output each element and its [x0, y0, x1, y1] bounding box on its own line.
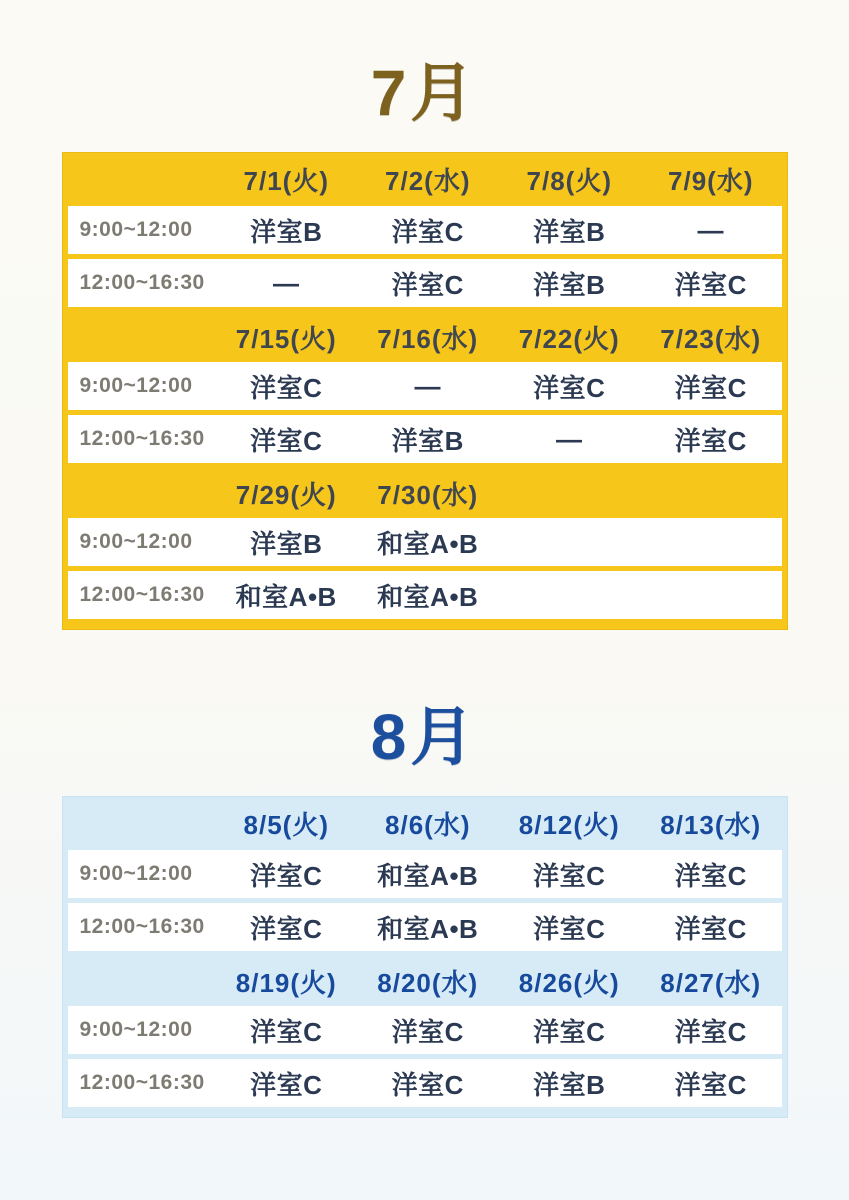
room-cell: 洋室C: [391, 1069, 464, 1100]
date-cell: 8/6(水): [385, 809, 471, 840]
schedule-row-morning: [68, 850, 782, 898]
room-cell: 和室A•B: [377, 528, 479, 559]
room-cell: 和室A•B: [377, 581, 479, 612]
time-slot-label: 12:00~16:30: [79, 1071, 205, 1094]
schedule-row-afternoon: [68, 903, 782, 951]
room-cell: 和室A•B: [377, 913, 479, 944]
month-title-july: 7月: [370, 57, 479, 129]
schedule-row-afternoon: [68, 1059, 782, 1107]
date-cell: 7/30(水): [377, 479, 479, 510]
room-cell: 洋室B: [533, 269, 606, 300]
date-header-row: [62, 312, 788, 362]
date-header-row: [62, 796, 788, 850]
date-cell: 7/16(水): [377, 323, 479, 354]
schedule-row-morning: [68, 362, 782, 410]
room-cell: 洋室C: [250, 1069, 323, 1100]
room-cell: 洋室C: [250, 913, 323, 944]
date-cell: 7/9(水): [668, 165, 754, 196]
date-cell: 7/1(火): [243, 165, 329, 196]
room-cell: 洋室B: [533, 216, 606, 247]
room-cell: 洋室C: [674, 913, 747, 944]
time-slot-label: 12:00~16:30: [79, 271, 205, 294]
date-cell: 8/26(火): [518, 967, 620, 998]
date-header-row: [62, 468, 788, 518]
room-cell: 和室A•B: [377, 860, 479, 891]
schedule-row-morning: [68, 518, 782, 566]
date-cell: 7/2(水): [385, 165, 471, 196]
schedule-row-morning: [68, 206, 782, 254]
room-cell: 洋室C: [674, 1069, 747, 1100]
room-cell: 洋室C: [391, 269, 464, 300]
time-slot-label: 12:00~16:30: [79, 583, 205, 606]
date-cell: 7/23(水): [660, 323, 762, 354]
room-cell: 洋室C: [533, 913, 606, 944]
date-cell: 8/13(水): [660, 809, 762, 840]
time-slot-label: 9:00~12:00: [79, 530, 193, 553]
room-cell: 洋室C: [674, 425, 747, 456]
room-cell: 洋室C: [533, 372, 606, 403]
date-cell: 7/29(火): [235, 479, 337, 510]
schedule-row-afternoon: [68, 259, 782, 307]
july-section-1: [62, 152, 788, 307]
date-cell: 8/20(水): [377, 967, 479, 998]
schedule-row-afternoon: [68, 415, 782, 463]
time-slot-label: 12:00~16:30: [79, 915, 205, 938]
date-cell: 8/27(水): [660, 967, 762, 998]
schedule-table-august: [62, 796, 788, 1118]
date-cell: 8/5(火): [243, 809, 329, 840]
room-cell: —: [273, 267, 300, 298]
july-section-3: [62, 468, 788, 619]
room-cell: 洋室C: [391, 1016, 464, 1047]
room-cell: —: [414, 370, 441, 401]
room-cell: 和室A•B: [235, 581, 337, 612]
room-cell: 洋室C: [250, 425, 323, 456]
room-cell: —: [556, 423, 583, 454]
date-cell: 7/15(火): [235, 323, 337, 354]
date-cell: 7/8(火): [526, 165, 612, 196]
schedule-table-july: [62, 152, 788, 630]
room-cell: 洋室B: [533, 1069, 606, 1100]
room-cell: 洋室C: [250, 860, 323, 891]
schedule-row-afternoon: [68, 571, 782, 619]
room-cell: 洋室B: [250, 528, 323, 559]
date-cell: 8/19(火): [235, 967, 337, 998]
room-cell: 洋室C: [674, 269, 747, 300]
schedule-row-morning: [68, 1006, 782, 1054]
room-cell: 洋室C: [674, 372, 747, 403]
month-title-august: 8月: [370, 701, 479, 773]
room-cell: 洋室C: [391, 216, 464, 247]
room-cell: 洋室C: [250, 372, 323, 403]
august-section-1: [62, 796, 788, 951]
time-slot-label: 9:00~12:00: [79, 218, 193, 241]
room-cell: 洋室C: [674, 860, 747, 891]
room-cell: —: [697, 214, 724, 245]
time-slot-label: 9:00~12:00: [79, 862, 193, 885]
date-cell: 7/22(火): [518, 323, 620, 354]
august-section-2: [62, 956, 788, 1107]
room-cell: 洋室C: [533, 860, 606, 891]
room-cell: 洋室C: [250, 1016, 323, 1047]
room-cell: 洋室B: [391, 425, 464, 456]
date-cell: 8/12(火): [518, 809, 620, 840]
date-header-row: [62, 152, 788, 206]
room-cell: 洋室C: [674, 1016, 747, 1047]
time-slot-label: 9:00~12:00: [79, 374, 193, 397]
date-header-row: [62, 956, 788, 1006]
room-cell: 洋室B: [250, 216, 323, 247]
july-section-2: [62, 312, 788, 463]
time-slot-label: 9:00~12:00: [79, 1018, 193, 1041]
time-slot-label: 12:00~16:30: [79, 427, 205, 450]
room-cell: 洋室C: [533, 1016, 606, 1047]
